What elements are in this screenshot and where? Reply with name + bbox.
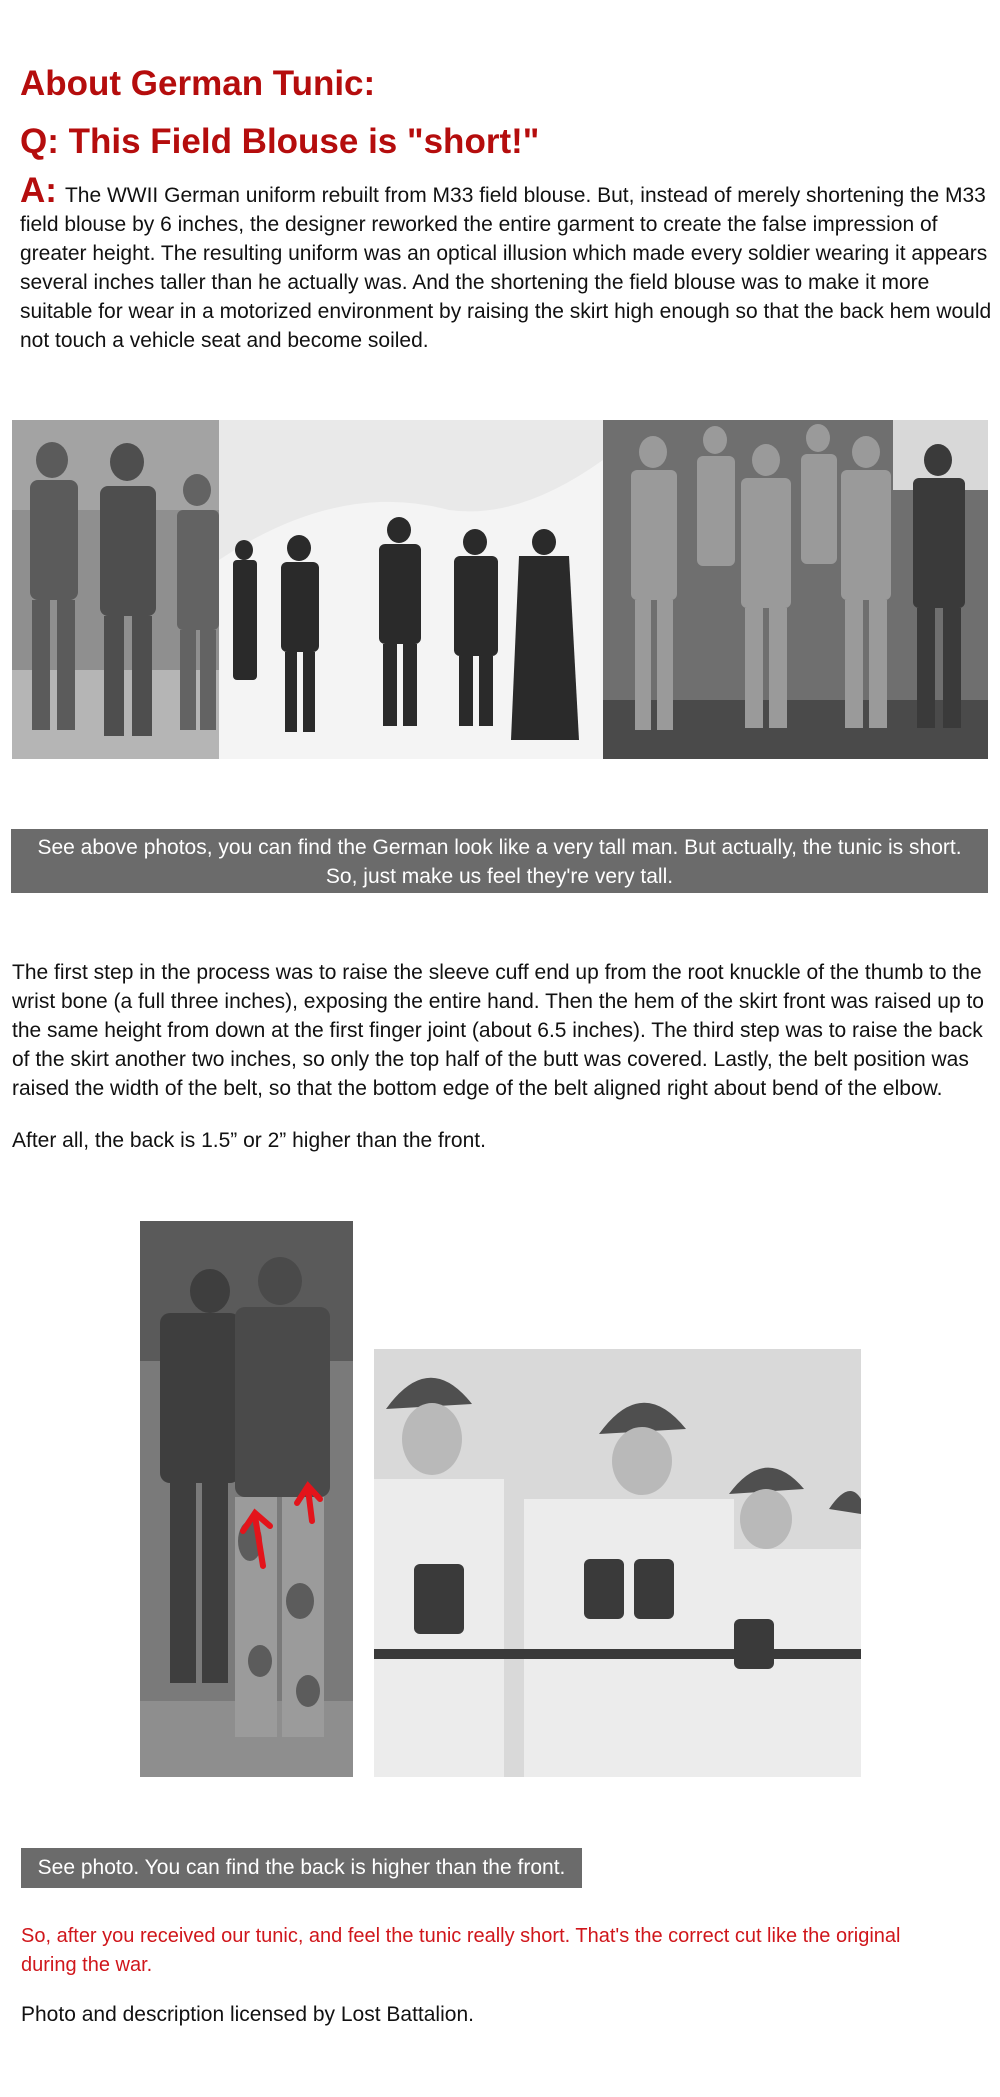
photo-officers-group <box>12 420 219 759</box>
photo-soldiers-lineup <box>603 420 988 759</box>
answer-label: A: <box>20 171 57 210</box>
caption-bar-tall-look <box>11 829 988 893</box>
license-credit: Photo and description licensed by Lost Battalion. <box>21 2003 474 2026</box>
process-paragraph: The first step in the process was to raise the sleeve cuff end up from the root knuckle of the thumb to the wrist bone (a full three inches), exposing the entire hand. Then the hem of the skirt front was raised up to the same height from down at the first finger joint (about 6.5 inches). The third step was to raise the back of the skirt another two inches, so only the top half of the butt was covered. Lastly, the belt position was raised the width of the belt, so that the bottom edge of the belt aligned right about bend of the elbow. <box>12 961 984 1100</box>
question-heading: Q: This Field Blouse is "short!" <box>20 122 540 161</box>
photo-soldier-back-view <box>140 1221 353 1777</box>
closing-note: So, after you received our tunic, and feel the tunic really short. That's the correct cut like the original during the war. <box>21 1925 901 1976</box>
answer-paragraph <box>20 171 995 355</box>
answer-text: The WWII German uniform rebuilt from M33 field blouse. But, instead of merely shortening the M33 field blouse by 6 inches, the designer reworked the entire garment to create the false impression of greater height. The resulting uniform was an optical illusion which made every soldier wearing it appears several inches taller than he actually was. And the shortening the field blouse was to make it more suitable for wear in a motorized environment by raising the skirt high enough so that the back hem would not touch a vehicle seat and become soiled. <box>20 184 992 352</box>
photo-helmeted-soldiers <box>374 1349 861 1777</box>
page-title: About German Tunic: <box>20 64 376 103</box>
conclusion-text: After all, the back is 1.5” or 2” higher than the front. <box>12 1129 486 1152</box>
caption-line-1: See above photos, you can find the German look like a very tall man. But actually, the tunic is short. <box>37 836 962 859</box>
photo-soldiers-in-snow <box>219 420 603 759</box>
caption-line-2: So, just make us feel they're very tall. <box>325 865 674 888</box>
caption-bar-back-higher: See photo. You can find the back is higher than the front. <box>21 1848 582 1888</box>
